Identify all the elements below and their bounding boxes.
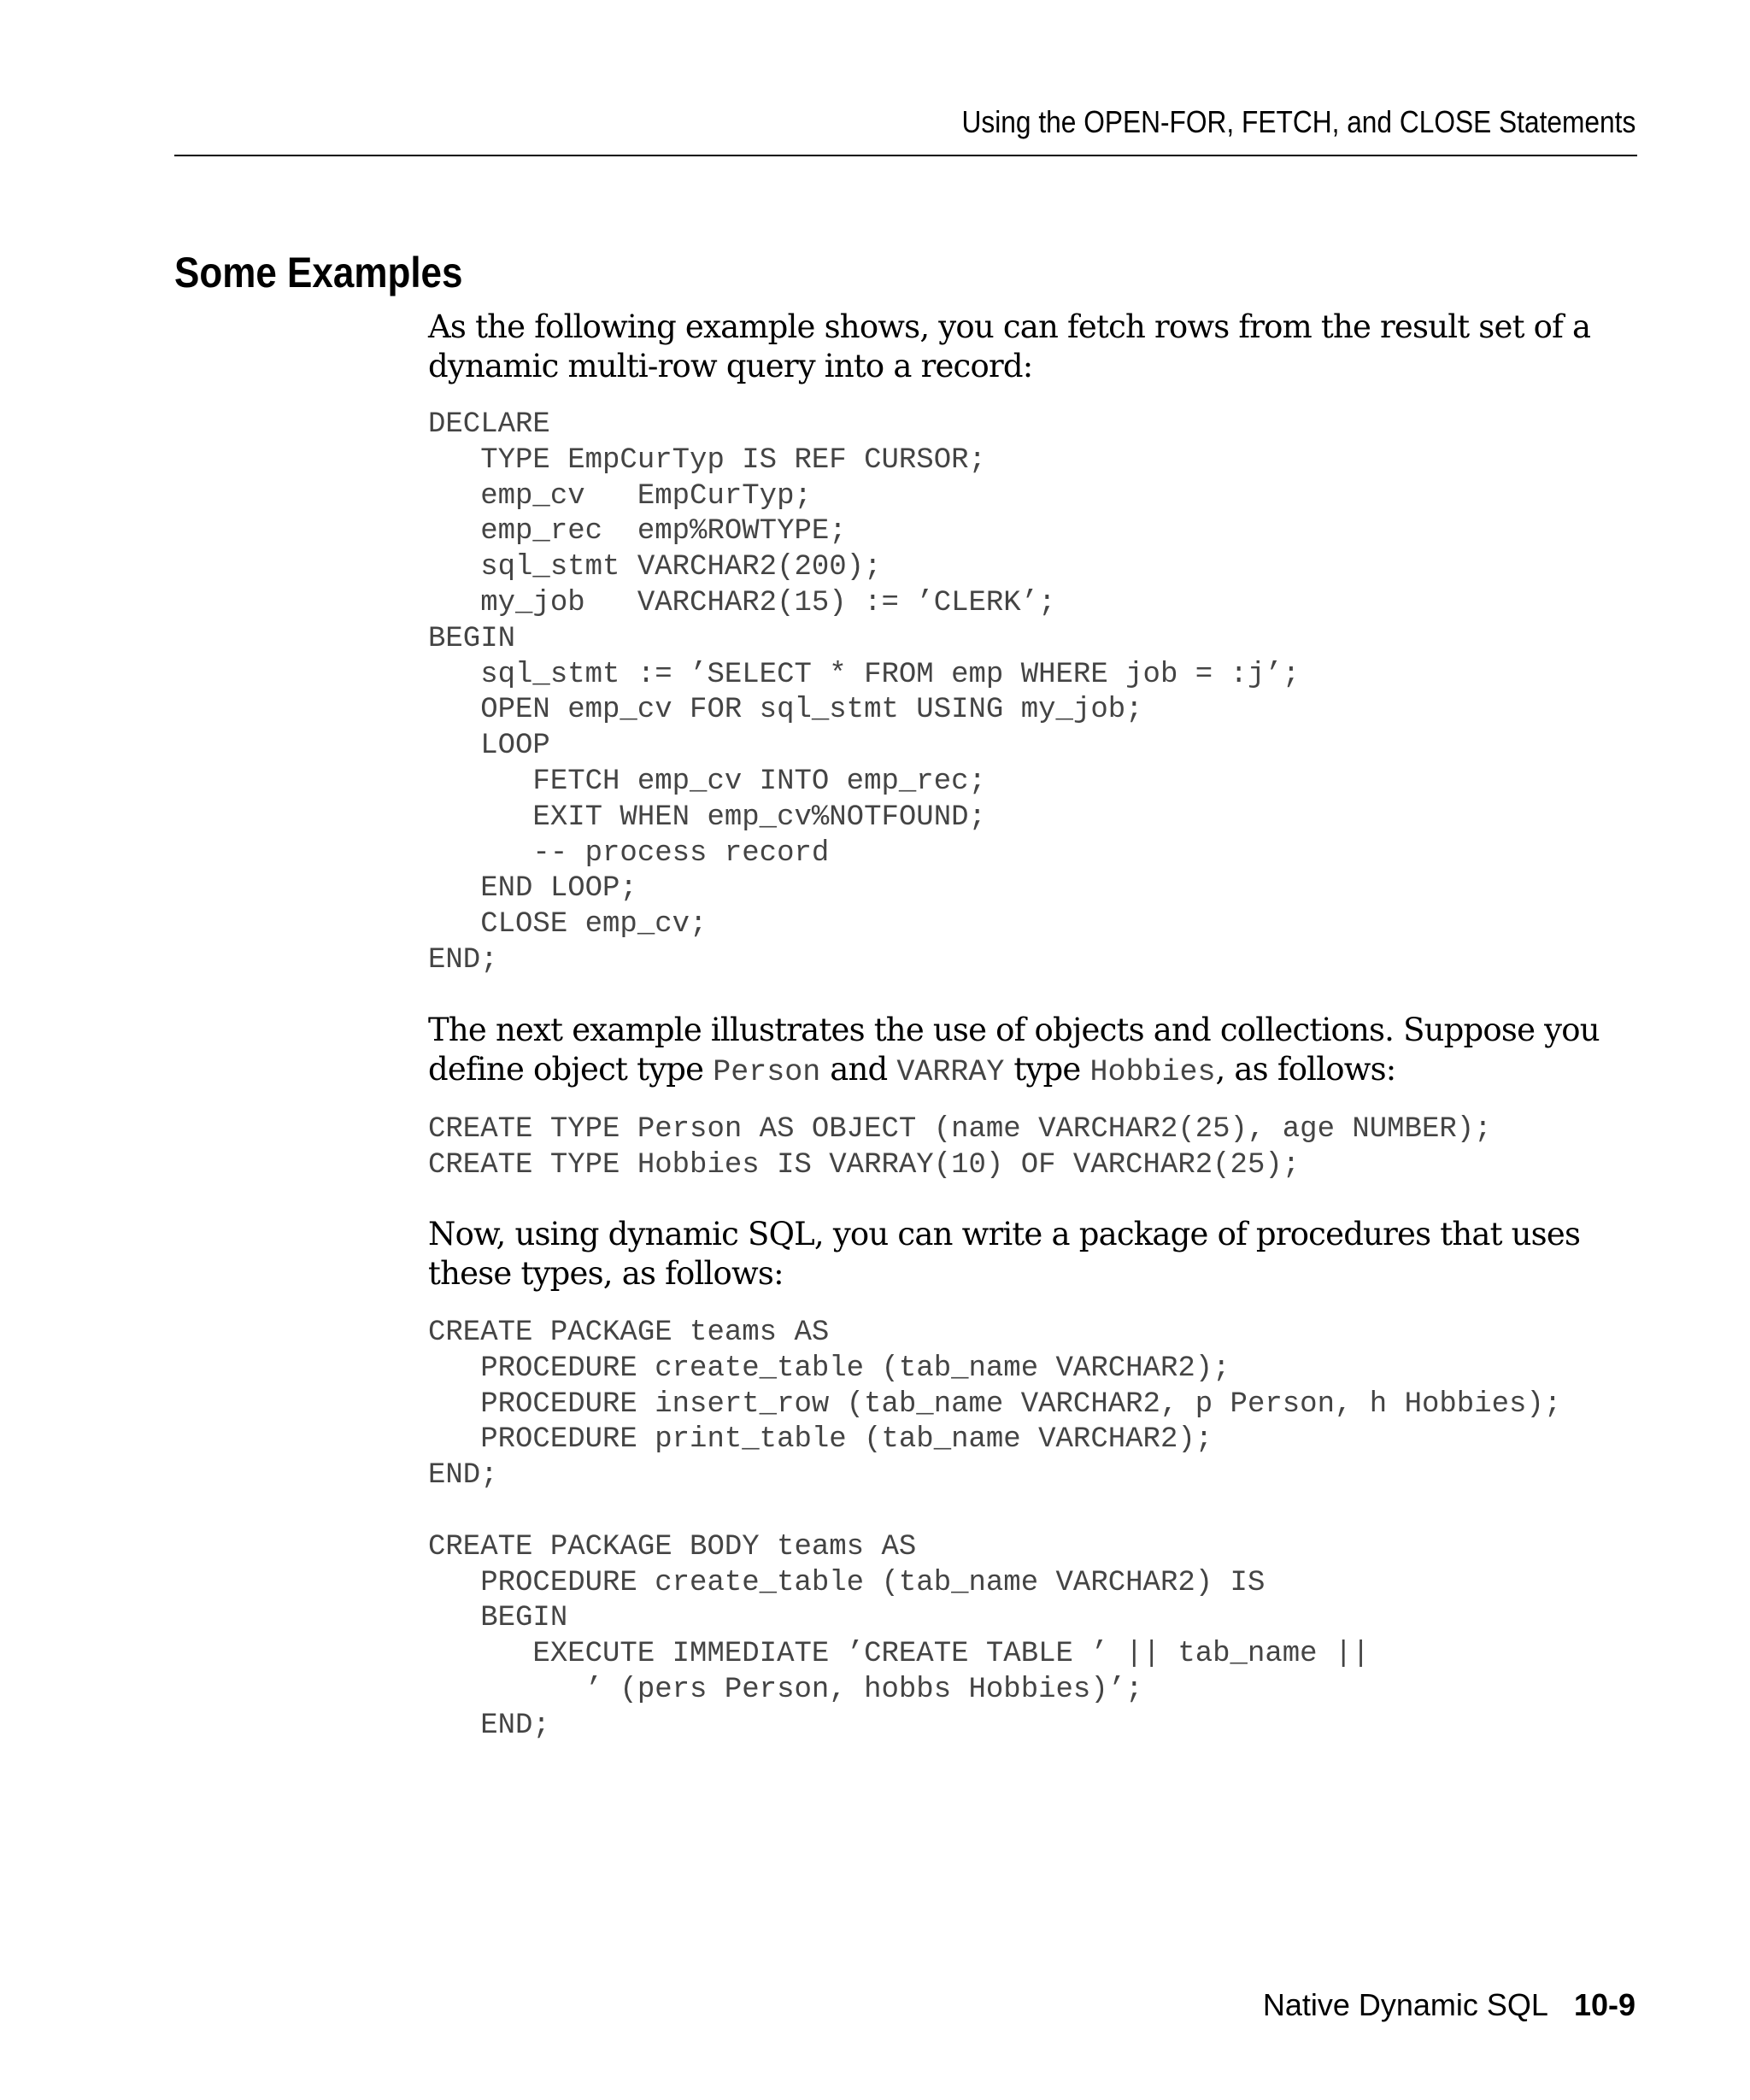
footer-page-number: 10-9	[1573, 1987, 1635, 2022]
objects-paragraph-text-1: The next example illustrates the use of objects and collections. Suppose you define object type	[428, 1012, 1600, 1088]
code-block-cursor-example: DECLARE TYPE EmpCurTyp IS REF CURSOR; emp_cv EmpCurTyp; emp_rec emp%ROWTYPE; sql_stmt VARCHAR2(200); my_job VARCHAR2(15) := ’CLERK’; BEGIN sql_stmt := ’SELECT * FROM emp WHERE job = :j’; OPEN emp_cv FOR sql_stmt USING my_job; LOOP FETCH emp_cv INTO emp_rec; EXIT WHEN emp_cv%NOTFOUND; -- process record END LOOP; CLOSE emp_cv; END;	[428, 408, 1301, 977]
objects-paragraph-text-4: , as follows:	[1215, 1051, 1396, 1088]
intro-paragraph: As the following example shows, you can fetch rows from the result set of a dynamic multi-row query into a record:	[428, 308, 1591, 384]
footer-chapter-title: Native Dynamic SQL	[1262, 1987, 1548, 2022]
objects-paragraph	[428, 1011, 1641, 1092]
code-block-package: CREATE PACKAGE teams AS PROCEDURE create_table (tab_name VARCHAR2); PROCEDURE insert_row (tab_name VARCHAR2, p Person, h Hobbies); PROCEDURE print_table (tab_name VARCHAR2); END; CREATE PACKAGE BODY teams AS PROCEDURE create_table (tab_name VARCHAR2) IS BEGIN EXECUTE IMMEDIATE ’CREATE TABLE ’ || tab_name || ’ (pers Person, hobbs Hobbies)’; END;	[428, 1317, 1562, 1742]
page-footer	[1263, 1987, 1635, 2023]
inline-code-person: Person	[713, 1055, 821, 1089]
objects-paragraph-text-2: and	[820, 1051, 897, 1088]
inline-code-hobbies: Hobbies	[1089, 1055, 1216, 1089]
section-title: Some Examples	[174, 249, 463, 296]
header-rule	[174, 155, 1637, 156]
objects-paragraph-text-3: type	[1004, 1051, 1090, 1088]
package-paragraph: Now, using dynamic SQL, you can write a package of procedures that uses these types, as follows:	[428, 1216, 1581, 1292]
running-header: Using the OPEN-FOR, FETCH, and CLOSE Statements	[961, 104, 1635, 139]
inline-code-varray: VARRAY	[896, 1055, 1005, 1089]
code-block-create-types: CREATE TYPE Person AS OBJECT (name VARCHAR2(25), age NUMBER); CREATE TYPE Hobbies IS VARRAY(10) OF VARCHAR2(25);	[428, 1113, 1492, 1182]
